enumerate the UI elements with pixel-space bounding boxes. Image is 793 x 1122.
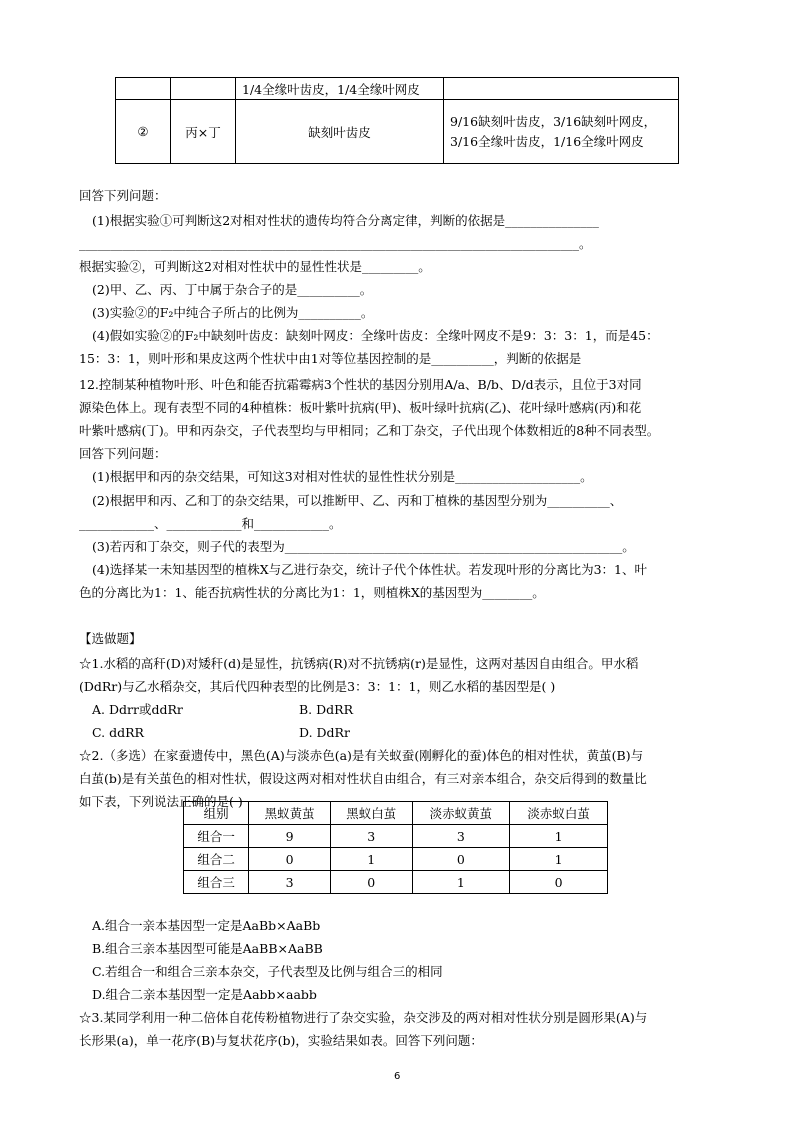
table-header: 淡赤蚁白茧 [510, 802, 608, 825]
silkworm-table [183, 801, 608, 894]
question-text: ☆2.（多选）在家蚕遗传中，黑色(A)与淡赤色(a)是有关蚁蚕(刚孵化的蚕)体色的相对性状，黄茧(B)与 [79, 748, 644, 763]
question-text: (3)实验②的F₂中纯合子所占的比例为__________。 [92, 305, 374, 320]
table-header: 淡赤蚁黄茧 [412, 802, 510, 825]
table-cell: 丙×丁 [171, 100, 236, 164]
table-cell: 组合一 [184, 825, 249, 848]
option-c: C.若组合一和组合三亲本杂交，子代表型及比例与组合三的相同 [92, 964, 443, 979]
page-number: 6 [394, 1071, 401, 1082]
question-text: (4)选择某一未知基因型的植株X与乙进行杂交，统计子代个体性状。若发现叶形的分离比为3：1、叶 [92, 562, 648, 577]
question-text: 色的分离比为1：1、能否抗病性状的分离比为1：1，则植株X的基因型为________。 [79, 585, 545, 600]
table-cell: 0 [330, 871, 412, 894]
experiment-table [115, 77, 679, 164]
table-cell [116, 78, 171, 100]
option-b: B. DdRR [299, 702, 353, 717]
option-a: A. Ddrr或ddRr [92, 702, 183, 717]
question-text: 如下表，下列说法正确的是( ) [79, 794, 243, 809]
option-d: D. DdRr [299, 725, 350, 740]
question-text: (2)甲、乙、丙、丁中属于杂合子的是__________。 [92, 282, 373, 297]
table-cell: 1/4全缘叶齿皮，1/4全缘叶网皮 [236, 78, 444, 100]
question-text: 白茧(b)是有关茧色的相对性状，假设这两对相对性状自由组合，有三对亲本组合，杂交后得到的数量比 [79, 771, 647, 786]
table-cell: 组合三 [184, 871, 249, 894]
table-row [184, 848, 608, 871]
option-d: D.组合二亲本基因型一定是Aabb×aabb [92, 987, 317, 1002]
table-cell: 缺刻叶齿皮 [236, 100, 444, 164]
table-cell: 3 [412, 825, 510, 848]
table-row [184, 871, 608, 894]
question-text: ☆1.水稻的高秆(D)对矮秆(d)是显性，抗锈病(R)对不抗锈病(r)是显性，这两对基因自由组合。甲水稻 [79, 656, 639, 671]
question-text: ________________________________________________________________________________。 [79, 236, 592, 251]
section-heading: 【选做题】 [79, 631, 142, 646]
table-cell: 3 [249, 871, 331, 894]
table-row [116, 100, 679, 164]
table-cell: 0 [412, 848, 510, 871]
table-cell: 1 [510, 848, 608, 871]
table-cell [171, 78, 236, 100]
question-text: ____________、____________和____________。 [79, 516, 342, 531]
table-row [184, 825, 608, 848]
question-text: (4)假如实验②的F₂中缺刻叶齿皮：缺刻叶网皮：全缘叶齿皮：全缘叶网皮不是9：3：3：1，而是45： [92, 328, 659, 343]
table-header: 组别 [184, 802, 249, 825]
table-cell: 9/16缺刻叶齿皮，3/16缺刻叶网皮，3/16全缘叶齿皮，1/16全缘叶网皮 [444, 100, 679, 164]
table-cell: 1 [330, 848, 412, 871]
option-c: C. ddRR [92, 725, 144, 740]
question-text: 15：3：1，则叶形和果皮这两个性状中由1对等位基因控制的是__________，判断的依据是 [79, 351, 582, 366]
table-cell: 1 [510, 825, 608, 848]
table-cell: 1 [412, 871, 510, 894]
question-text: 12.控制某种植物叶形、叶色和能否抗霜霉病3个性状的基因分别用A/a、B/b、D/d表示，且位于3对同 [79, 377, 642, 392]
table-cell: ② [116, 100, 171, 164]
question-text: (2)根据甲和丙、乙和丁的杂交结果，可以推断甲、乙、丙和丁植株的基因型分别为__________、 [92, 493, 623, 508]
table-header-row [184, 802, 608, 825]
table-cell: 0 [249, 848, 331, 871]
table-cell: 0 [510, 871, 608, 894]
table-cell: 3 [330, 825, 412, 848]
question-text: 回答下列问题： [79, 188, 167, 203]
question-text: 叶紫叶感病(丁)。甲和丙杂交，子代表型均与甲相同；乙和丁杂交，子代出现个体数相近的8种不同表型。 [79, 423, 660, 438]
question-text: (1)根据实验①可判断这2对相对性状的遗传均符合分离定律，判断的依据是_______________ [92, 213, 599, 228]
question-text: 源染色体上。现有表型不同的4种植株：板叶紫叶抗病(甲)、板叶绿叶抗病(乙)、花叶绿叶感病(丙)和花 [79, 400, 642, 415]
table-cell: 组合二 [184, 848, 249, 871]
table-header: 黑蚁黄茧 [249, 802, 331, 825]
table-cell [444, 78, 679, 100]
question-text: (DdRr)与乙水稻杂交，其后代四种表型的比例是3：3：1：1，则乙水稻的基因型是( ) [79, 679, 556, 694]
option-a: A.组合一亲本基因型一定是AaBb×AaBb [92, 918, 321, 933]
table-row [116, 78, 679, 100]
question-text: (3)若丙和丁杂交，则子代的表型为______________________________________________________。 [92, 539, 635, 554]
question-text: 长形果(a)，单一花序(B)与复状花序(b)，实验结果如表。回答下列问题： [79, 1033, 483, 1048]
question-text: ☆3.某同学利用一种二倍体自花传粉植物进行了杂交实验，杂交涉及的两对相对性状分别是圆形果(A)与 [79, 1010, 648, 1025]
question-text: 回答下列问题： [79, 446, 167, 461]
question-text: (1)根据甲和丙的杂交结果，可知这3对相对性状的显性性状分别是____________________。 [92, 469, 593, 484]
table-header: 黑蚁白茧 [330, 802, 412, 825]
option-b: B.组合三亲本基因型可能是AaBB×AaBB [92, 941, 323, 956]
question-text: 根据实验②，可判断这2对相对性状中的显性性状是_________。 [79, 259, 431, 274]
table-cell: 9 [249, 825, 331, 848]
